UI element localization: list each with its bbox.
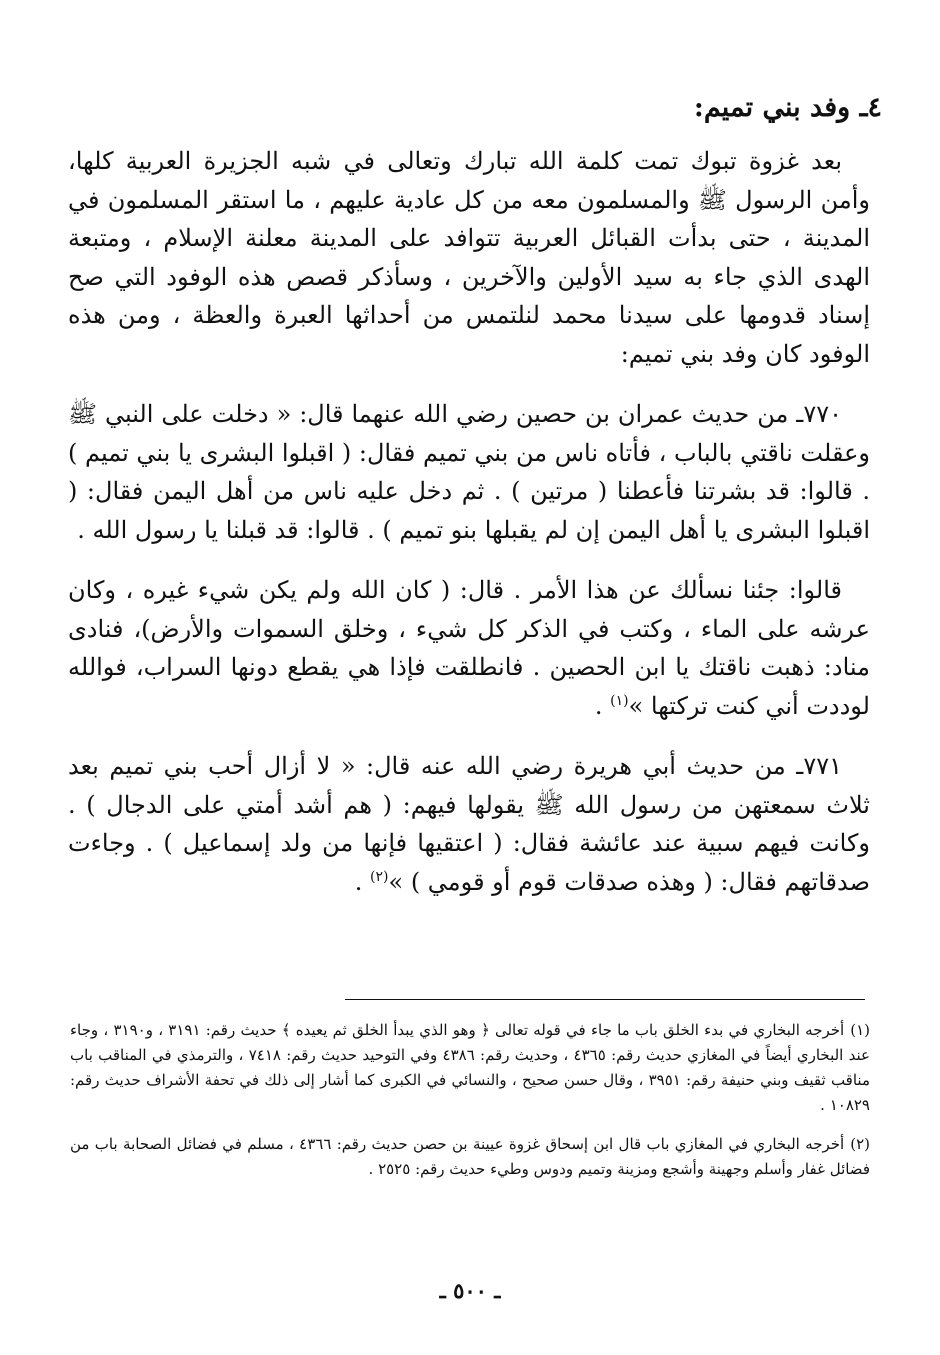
hadith-770-text: ٧٧٠ـ من حديث عمران بن حصين رضي الله عنهما قال: « دخلت على النبي ﷺ وعقلت ناقتي بالباب ، فأتاه ناس من بني تميم فقال: ( اقبلوا البشرى يا بني تميم ) . قالوا: قد بشرتنا فأعطنا ( مرتين ) . ثم دخل عليه ناس من أهل اليمن فقال: ( اقبلوا البشرى يا أهل اليمن إن لم يقبلها بنو تميم ) . قالوا: قد قبلنا يا رسول الله . xyxy=(68,400,870,544)
footnote-ref-1: (١) xyxy=(610,692,629,709)
page-number: ـ ٥٠٠ ـ xyxy=(439,1278,501,1303)
hadith-770 xyxy=(68,395,870,549)
hadith-771-text: ٧٧١ـ من حديث أبي هريرة رضي الله عنه قال: « لا أزال أحب بني تميم بعد ثلاث سمعتهن من رسول الله ﷺ يقولها فيهم: ( هم أشد أمتي على الدجال ) . وكانت فيهم سبية عند عائشة فقال: ( اعتقيها فإنها من ولد إسماعيل ) . وجاءت صدقاتهم فقال: ( وهذه صدقات قوم أو قومي ) » xyxy=(68,752,870,896)
hadith-770-tail: . xyxy=(594,691,611,720)
footnotes xyxy=(70,1018,870,1196)
footnote-1-text: أخرجه البخاري في بدء الخلق باب ما جاء في قوله تعالى ﴿ وهو الذي يبدأ الخلق ثم يعيده ﴾ حديث رقم: ٣١٩١ ، و٣١٩٠ ، وجاء عند البخاري أيضاً في المغازي حديث رقم: ٤٣٦٥ ، وحديث رقم: ٤٣٨٦ وفي التوحيد حديث رقم: ٧٤١٨ ، والترمذي في المناقب باب مناقب ثقيف وبني حنيفة رقم: ٣٩٥١ ، وقال حسن صحيح ، والنسائي في الكبرى كما أشار إلى ذلك في تحفة الأشراف حديث رقم: ١٠٨٢٩ . xyxy=(70,1021,870,1114)
footnote-ref-2: (٢) xyxy=(370,868,389,885)
paragraph-intro-text: بعد غزوة تبوك تمت كلمة الله تبارك وتعالى في شبه الجزيرة العربية كلها، وأمن الرسول ﷺ والمسلمون معه من كل عادية عليهم ، ما استقر المسلمون في المدينة ، حتى بدأت القبائل العربية تتوافد على المدينة معلنة الإسلام ، ومتبعة الهدى الذي جاء به سيد الأولين والآخرين ، وسأذكر قصص هذه الوفود التي صح إسناد قدومها على سيدنا محمد لنلتمس من أحداثها العبرة والعظة ، ومن هذه الوفود كان وفد بني تميم: xyxy=(68,147,870,368)
footnote-divider xyxy=(345,999,865,1000)
footnote-2-number: (٢) xyxy=(850,1135,871,1153)
hadith-770-continued xyxy=(68,571,870,725)
hadith-771 xyxy=(68,747,870,901)
footnote-1-number: (١) xyxy=(850,1021,870,1039)
footnote-2-text: أخرجه البخاري في المغازي باب قال ابن إسحاق غزوة عيينة بن حصن حديث رقم: ٤٣٦٦ ، مسلم في فضائل الصحابة باب من فضائل غفار وأسلم وجهينة وأشجع ومزينة وتميم ودوس وطيء حديث رقم: ٢٥٢٥ . xyxy=(70,1135,870,1178)
footnote-2 xyxy=(70,1132,870,1182)
section-heading: ٤ـ وفد بني تميم: xyxy=(693,92,882,123)
hadith-771-tail: . xyxy=(354,867,371,896)
paragraph-intro xyxy=(68,142,870,373)
hadith-770-continued-text: قالوا: جئنا نسألك عن هذا الأمر . قال: ( كان الله ولم يكن شيء غيره ، وكان عرشه على الماء ، وكتب في الذكر كل شيء ، وخلق السموات والأرض)، فنادى مناد: ذهبت ناقتك يا ابن الحصين . فانطلقت فإذا هي يقطع دونها السراب، فوالله لوددت أني كنت تركتها » xyxy=(68,576,870,720)
footnote-1 xyxy=(70,1018,870,1118)
